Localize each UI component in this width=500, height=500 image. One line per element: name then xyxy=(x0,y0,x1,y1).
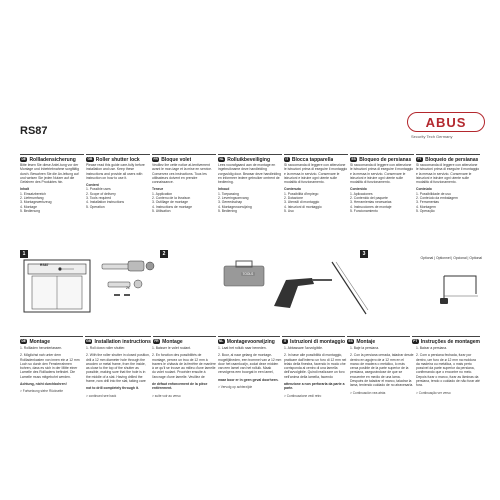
contents-item: 5. Utilisation xyxy=(152,208,171,213)
contents-heading: Inhoud xyxy=(218,187,230,192)
top-lang-header-pt xyxy=(416,154,480,163)
contents-item: 4. Montage xyxy=(20,204,37,209)
section-title: Bloqueio de persianas xyxy=(425,156,479,163)
top-lang-header-es xyxy=(350,154,414,163)
language-code-badge: PT xyxy=(417,157,422,161)
contents-heading: Inhalt xyxy=(20,187,30,192)
contents-list xyxy=(416,192,480,213)
language-code-badge: DE xyxy=(21,339,26,343)
contents-item: 2. Lieferumfang xyxy=(20,196,44,201)
continued-note: > continued see back xyxy=(86,393,117,398)
contents-item: 3. Tools required xyxy=(86,196,112,201)
contents-list xyxy=(86,187,150,208)
contents-item: 3. Gereedschap xyxy=(218,200,243,205)
contents-list xyxy=(20,192,84,213)
contents-item: 2. Leveringsomvang xyxy=(218,196,249,201)
section-title: Blocca tapparella xyxy=(291,156,334,163)
language-code-badge: ES xyxy=(348,339,353,343)
contents-item: 1. Application xyxy=(152,191,173,196)
install-step: 2. Com a persiana fechada, furar por dentro, um furo de ø 12 mm na moldura da madeira ou metálica, o mais perto possível da parte superior da persiana, confirmando que o encontre no meio. Depois furar o marco, furar as lâminas da persiana, tendo o cuidado de não furar até fora. xyxy=(416,353,480,388)
top-language-headers xyxy=(20,154,480,163)
contents-item: 3. Herramientas necesarias xyxy=(350,200,392,205)
intro-column-es xyxy=(350,163,414,248)
install-step: 1. Baisser le volet roulant. xyxy=(152,346,192,350)
continued-note: > Continuación vea atrás xyxy=(350,390,386,395)
contents-item: 1. Possibilità d'impiego xyxy=(284,191,319,196)
top-lang-header-gb xyxy=(86,154,150,163)
install-step: 2. Con la persiana cerrada, taladrar desde dentro en agujero de ø 12 mm en el marco de madera o metálico, lo más cerca posible de la parte superior de la persiana, asegurándose de que se encuentre en medio de una lama. Después de taladrar el marco, taladrar la lama, teniendo cuidado de no atravesarla. xyxy=(350,353,414,388)
install-step: Achtung, nicht durchbohren! xyxy=(20,382,67,387)
section-title: Rolluikbeveiliging xyxy=(227,156,271,163)
contents-heading: Contenuto xyxy=(284,187,301,192)
install-column-de xyxy=(20,346,84,440)
bottom-text-columns xyxy=(20,346,480,440)
language-code-badge: PT xyxy=(413,339,418,343)
section-title: Montage xyxy=(162,338,183,345)
section-title: Roller shutter lock xyxy=(95,156,140,163)
step-number-2: 2 xyxy=(160,250,168,258)
intro-paragraph: Please read this guide care-fully before installation and use. Keep these instructions and provide all users with instruction on how to use it. xyxy=(86,163,145,180)
contents-item: 4. Instrucciones de montaje xyxy=(350,204,392,209)
install-step: maar boor er in geen geval doorheen. xyxy=(218,377,279,382)
contents-item: 1. Einsatzbereich xyxy=(20,191,47,196)
intro-column-de xyxy=(20,163,84,248)
install-column-nl xyxy=(218,346,282,440)
section-title: Montagevoorwijzing xyxy=(226,338,275,345)
abus-logo-oval xyxy=(407,112,485,132)
install-step: 1. Laat het rolluik naar beneden. xyxy=(218,346,267,350)
top-text-columns xyxy=(20,163,480,248)
contents-item: 5. Operation xyxy=(86,204,105,209)
drill-icon xyxy=(270,262,338,314)
continued-note: > Continuazione vedi retro xyxy=(284,393,322,398)
section-title: Bloqueo de persianas xyxy=(359,156,412,163)
install-step: 2. Möglichst nah unter dem Rollladenkasten von innen ein ø 12 mm Loch so durch den Fensterrahmen bohren, dass es sich in der Mitte einer Lamelle des Rollladens befindet. Die Lamelle muss mitgebohrt werden. xyxy=(20,353,80,379)
step-number-3: 3 xyxy=(360,250,368,258)
tools-label: TOOLS xyxy=(242,272,254,276)
bottom-lang-header-fr xyxy=(153,336,216,345)
top-lang-header-de xyxy=(20,154,84,163)
install-column-fr xyxy=(152,346,216,440)
install-step: de défaut enfoncement de la pièce entièrement. xyxy=(152,382,208,391)
section-title: Montage xyxy=(29,338,50,345)
contents-item: 2. Conteúdo da embalagem xyxy=(416,196,458,201)
contents-item: 5. Operação xyxy=(416,208,435,213)
contents-item: 4. Istruzioni di montaggio xyxy=(284,204,322,209)
install-step: 2. In base alle possibilità di montaggio, praticare dall'interno un foro di 12 mm nel telaio della finestra, facendo in modo che corrisponda al centro di una lamella dell'avvolgibile. Quindi realizzare un foro nell'anima della lamella, facendo xyxy=(284,353,347,379)
intro-column-pt xyxy=(416,163,480,248)
intro-paragraph: Si raccomanda di leggere con attenzione le istruzioni prima di eseguire il montaggio e la messa in servizio. Conservare le istruzioni e istruire ogni utente sulle modalità di funzionamento. xyxy=(416,163,480,185)
language-code-badge: IT xyxy=(283,339,287,343)
section-title: Bloque volet xyxy=(161,156,192,163)
section-title: Montaje xyxy=(356,338,376,345)
install-step: 1. Baje la persiana. xyxy=(350,346,380,350)
intro-paragraph: Si raccomanda di leggere con attenzione le istruzioni prima di eseguire il montaggio e la messa in servizio. Conservare le istruzioni e istruire ogni utente sulle modalità di funzionamento. xyxy=(284,163,348,185)
install-step: 1. Baixar a persiana. xyxy=(416,346,448,350)
contents-item: 5. Funcionamiento xyxy=(350,208,378,213)
contents-list xyxy=(284,192,348,213)
contents-item: 5. Bedienung xyxy=(20,208,40,213)
contents-item: 3. Ferramentas xyxy=(416,200,439,205)
language-code-badge: GB xyxy=(87,157,93,161)
intro-paragraph: Bitte lesen Sie diese Anlei-tung vor der Montage und Inbetriebnahme sorgfältig durch. Bewahren Sie die An-leitung auf und weisen Sie jeden Nutzer auf die Gefahren des Produktes hin. xyxy=(20,163,79,185)
intro-paragraph: Si raccomanda di leggere con attenzione le istruzioni prima di eseguire il montaggio e la messa in servizio. Conservare le istruzioni e istruire ogni utente sulle modalità di funzionamento. xyxy=(350,163,414,185)
language-code-badge: FR xyxy=(153,157,158,161)
contents-heading: Contenido xyxy=(350,187,367,192)
contents-item: 5. Bediening xyxy=(218,208,237,213)
continued-note: > Vervolg op achterzijde xyxy=(218,385,253,390)
contents-list xyxy=(350,192,414,213)
hacksaw-icon xyxy=(440,270,484,308)
contents-item: 1. Possible uses xyxy=(86,187,111,192)
section-title: Rollladensicherung xyxy=(29,156,76,163)
language-code-badge: IT xyxy=(285,157,289,161)
continued-note: > suite voir au verso xyxy=(152,393,181,398)
contents-heading: Teneur xyxy=(152,187,164,192)
contents-list xyxy=(152,192,216,213)
drill-bit-icon xyxy=(330,258,370,318)
section-title: Installation instructions xyxy=(94,338,151,345)
quantity-label: 2x xyxy=(126,286,130,290)
contents-item: 2. Contenu de la livraison xyxy=(152,196,191,201)
bottom-lang-header-de xyxy=(20,336,83,345)
bottom-lang-header-gb xyxy=(85,336,151,345)
bottom-lang-header-es xyxy=(347,336,410,345)
contents-item: 1. Possibilidade de uso xyxy=(416,191,451,196)
intro-column-nl xyxy=(218,163,282,248)
language-code-badge: ES xyxy=(351,157,356,161)
contents-item: 4. Montagem xyxy=(416,204,436,209)
brand-logo xyxy=(405,112,485,142)
contents-list xyxy=(218,192,282,213)
contents-item: 5. Uso xyxy=(284,208,294,213)
top-lang-header-it xyxy=(284,154,348,163)
brand-name: ABUS xyxy=(425,114,467,130)
contents-item: 2. Scope of delivery xyxy=(86,191,116,196)
intro-column-gb xyxy=(86,163,150,248)
install-step: 2. With the roller shutter in closed position, drill a 12 mm diameter hole through the wooden or metal frame, from the inside, as close to the top of the shutter as possible, making sure that the hole is in the middle of a slat. Having drilled the frame, now drill into the slat, taking care xyxy=(86,353,150,384)
install-step: 2. Boor, al naar gelang de montage-mogelijkheden, een trommel van ø 12 mm door het raamkozijn, zodat deze midden van een lamel van het rolluik. Maak vervolgens een boorgat in een lamel, xyxy=(218,353,282,375)
install-step: attenzione a non perforarla da parte a parte. xyxy=(284,382,345,391)
contents-item: 4. Montagevoorwijzing xyxy=(218,204,252,209)
top-lang-header-nl xyxy=(218,154,282,163)
contents-item: 3. Utensili di montaggio xyxy=(284,200,320,205)
intro-paragraph: Lees voorafgaand aan de montage en ingebruikname deze handleiding zorgvuldig door. Bewaar deze handleiding en informeer iedere gebruiker omtrent de bediening. xyxy=(218,163,281,185)
language-code-badge: GB xyxy=(86,339,91,343)
install-step: 1. Rollladen herunterlassen. xyxy=(20,346,63,350)
contents-item: 4. Instructions de montage xyxy=(152,204,192,209)
language-code-badge: DE xyxy=(21,157,26,161)
install-step: 2. En fonction des possibilités de montage, percez un trou de 12 mm à travers le châssis de la fenêtre de manière à ce qu'il se trouve au milieu d'une lamelle du volet roulant. Procéder ensuite à l'ancrage d'une lamelle. Veuillez de xyxy=(152,353,216,379)
install-step: 1. Roll down roller shutter. xyxy=(86,346,126,350)
bottom-language-headers xyxy=(20,336,480,345)
language-code-badge: FR xyxy=(154,339,159,343)
intro-column-fr xyxy=(152,163,216,248)
continued-note: > Continuação ver verso xyxy=(416,390,451,395)
bottom-lang-header-nl xyxy=(218,336,281,345)
section-title: Instruções de montagem xyxy=(420,338,480,345)
brand-tagline: Security Tech Germany xyxy=(411,134,453,139)
language-code-badge: NL xyxy=(219,339,224,343)
contents-item: 1. Aplicaciones xyxy=(350,191,373,196)
contents-heading: Content xyxy=(86,183,99,188)
install-column-pt xyxy=(416,346,480,440)
contents-item: 2. Contenido del paquete xyxy=(350,196,388,201)
step-number-1: 1 xyxy=(20,250,28,258)
continued-note: > Fortsetzung siehe Rückseite xyxy=(20,389,63,394)
optional-note: Optional | Optionnel | Opcional | Optional xyxy=(420,256,482,260)
install-step: 1. Abbassare l'avvolgibile. xyxy=(284,346,323,350)
install-step: not to drill completely through it. xyxy=(86,386,139,391)
install-column-es xyxy=(350,346,414,440)
shutter-lock-illustration xyxy=(98,258,158,310)
intro-paragraph: Veuillez lire cette notice at-tentivement avant le mon-tage et la mise en service. Conservez ces instructions. Tous les utilisateurs doivent en prendre connaissance. xyxy=(152,163,212,185)
install-column-gb xyxy=(86,346,150,440)
contents-item: 1. Toepassing xyxy=(218,191,239,196)
install-column-it xyxy=(284,346,348,440)
contents-item: 2. Dotazione xyxy=(284,196,304,201)
section-title: Istruzioni di montaggio xyxy=(290,338,346,345)
intro-column-it xyxy=(284,163,348,248)
bottom-lang-header-it xyxy=(282,336,345,345)
contents-item: 3. Montagewerkzeug xyxy=(20,200,52,205)
bottom-lang-header-pt xyxy=(412,336,480,345)
product-label: RS87 xyxy=(40,263,49,267)
contents-heading: Conteúdo xyxy=(416,187,432,192)
contents-item: 4. Installation instructions xyxy=(86,200,125,205)
model-number: RS87 xyxy=(20,125,48,137)
contents-item: 3. Outillage de montage xyxy=(152,200,189,205)
window-frame-illustration xyxy=(22,258,94,316)
language-code-badge: NL xyxy=(219,157,224,161)
top-lang-header-fr xyxy=(152,154,216,163)
